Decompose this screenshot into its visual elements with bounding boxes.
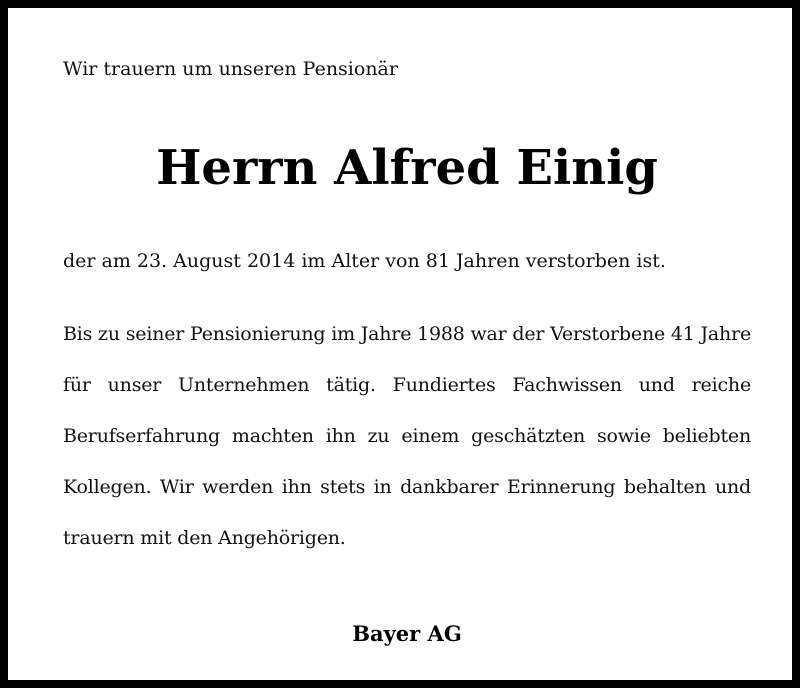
company-signature: Bayer AG xyxy=(352,621,462,646)
deceased-name: Herrn Alfred Einig xyxy=(156,140,658,196)
intro-line: Wir trauern um unseren Pensionär xyxy=(63,58,398,80)
death-date-line: der am 23. August 2014 im Alter von 81 Jahren verstorben ist. xyxy=(63,250,666,272)
tribute-paragraph: Bis zu seiner Pensionierung im Jahre 1988 war der Verstorbene 41 Jahre für unser Unternehmen tätig. Fundiertes Fachwissen und reiche Berufserfahrung machten ihn zu einem geschätzten sowie beliebten Kollegen. Wir werden ihn stets in dankbarer Erinnerung behalten und trauern mit den Angehörigen. xyxy=(63,323,751,549)
